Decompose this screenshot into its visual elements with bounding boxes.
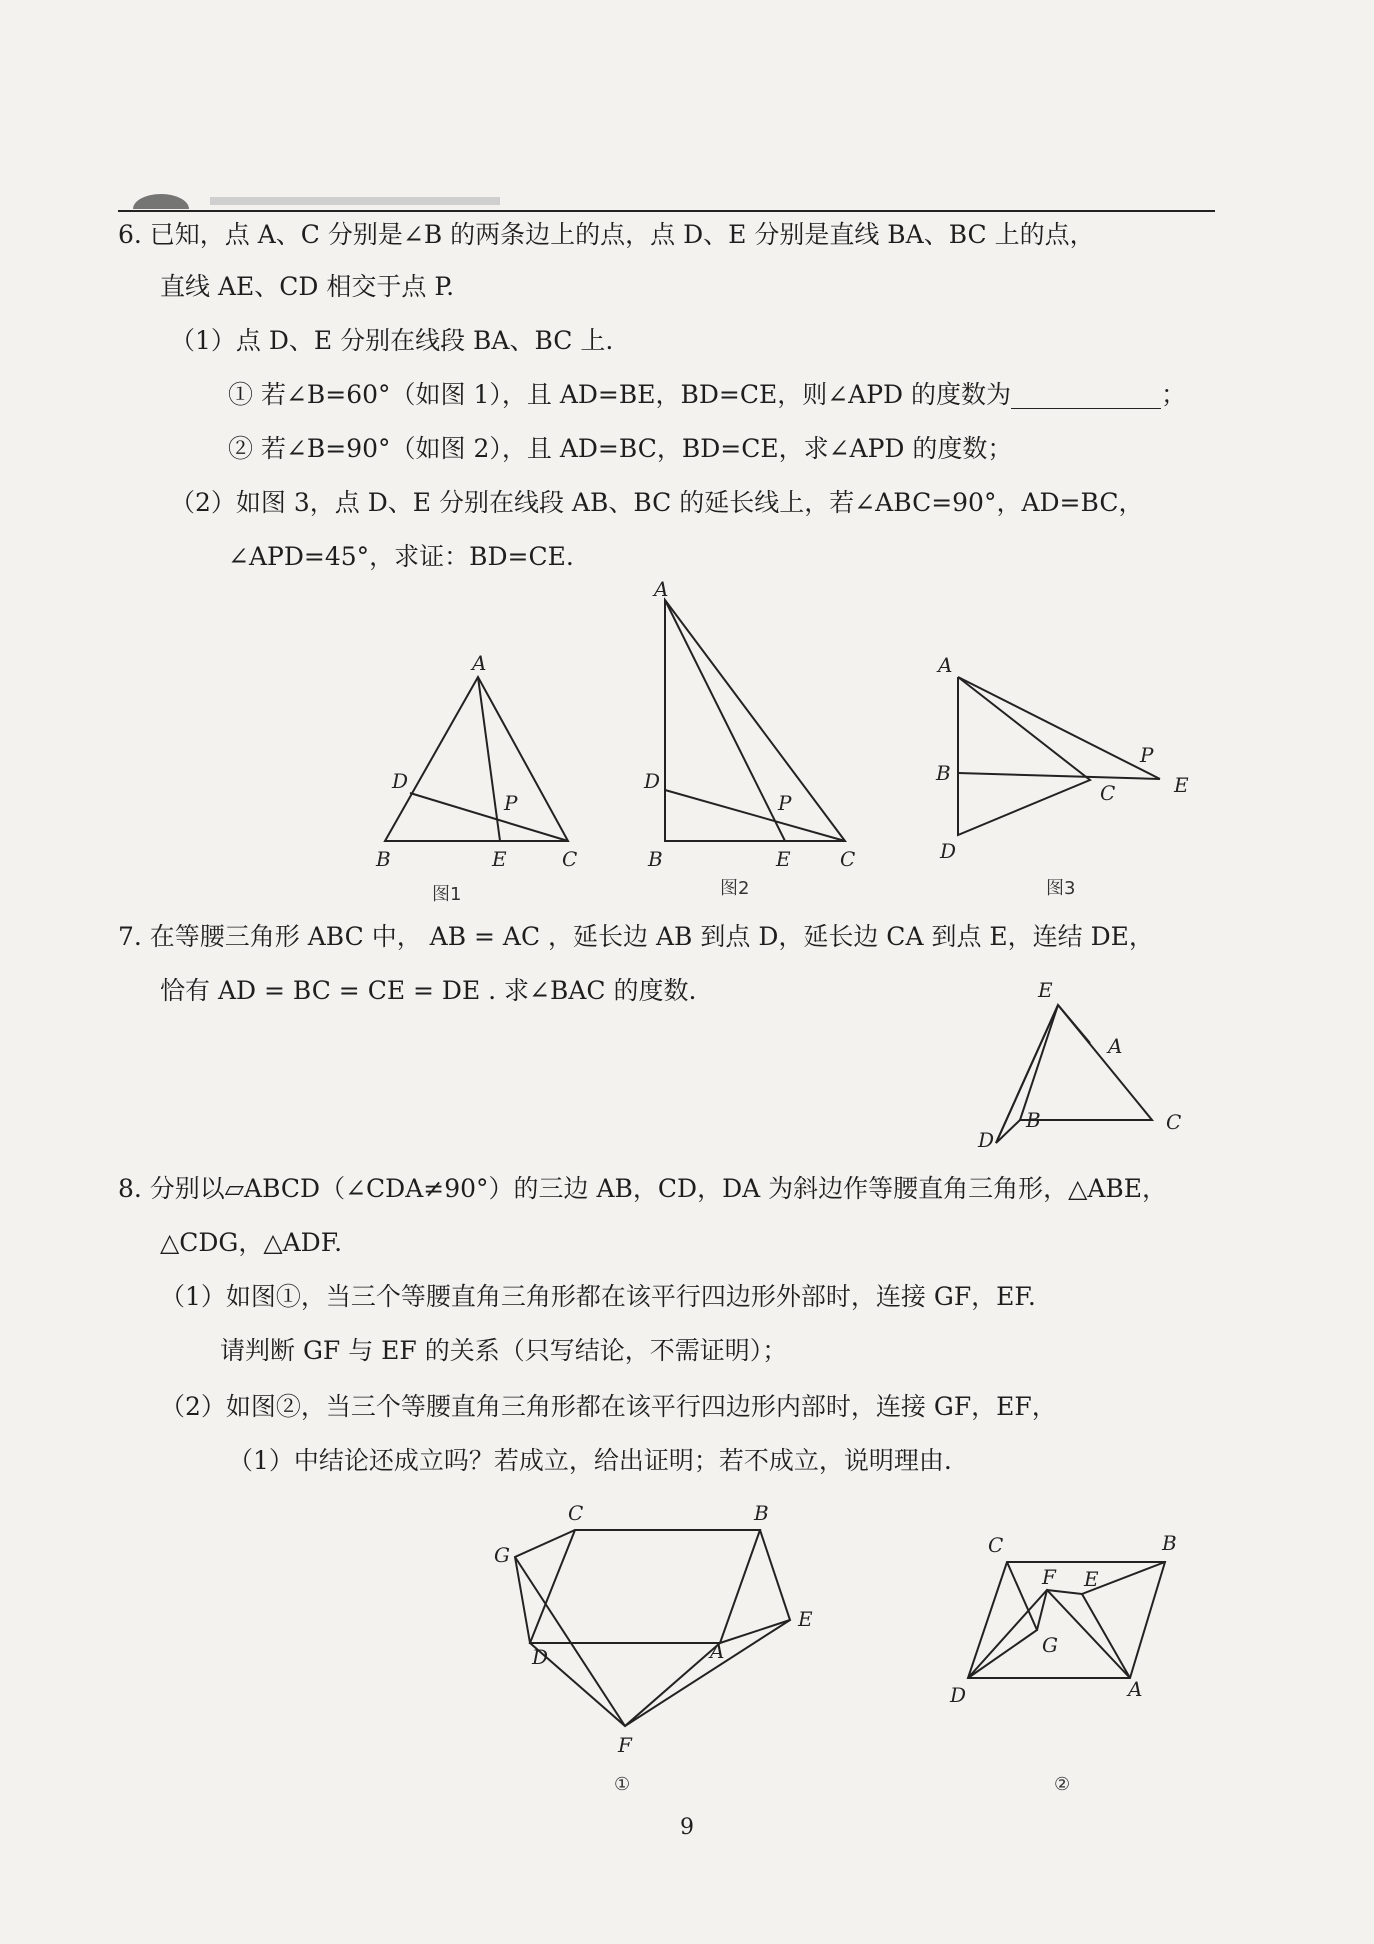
q6-figure3 xyxy=(935,653,1189,899)
q8-part1-line1: （1）如图①，当三个等腰直角三角形都在该平行四边形外部时，连接 GF，EF. xyxy=(160,1282,1036,1311)
fig1-label-b: B xyxy=(376,847,391,871)
fig1-label-g: G xyxy=(494,1543,510,1567)
q6-sub2: ② 若∠B=90°（如图 2），且 AD=BC，BD=CE，求∠APD 的度数； xyxy=(228,434,1013,463)
fig1-label-c: C xyxy=(562,847,578,871)
fig2-caption: 图2 xyxy=(720,878,750,899)
fig1-triangle-cdg xyxy=(515,1530,575,1643)
fig2-label-e: E xyxy=(1084,1567,1099,1591)
q8-part2-line2: （1）中结论还成立吗？若成立，给出证明；若不成立，说明理由. xyxy=(228,1446,952,1475)
q6-sub1: ① 若∠B=60°（如图 1），且 AD=BE，BD=CE，则∠APD 的度数为____________； xyxy=(228,380,1187,409)
fig3-label-e: E xyxy=(1174,773,1189,797)
header-rule xyxy=(118,210,1215,212)
q7-line-ea xyxy=(1058,1005,1090,1043)
q6-line1: 6. 已知，点 A、C 分别是∠B 的两条边上的点，点 D、E 分别是直线 BA、BC 上的点， xyxy=(118,220,1095,249)
q6-part1: （1）点 D、E 分别在线段 BA、BC 上. xyxy=(170,326,614,355)
fig3-label-c: C xyxy=(1100,781,1116,805)
fig2-label-e: E xyxy=(776,847,791,871)
fig1-label-a: A xyxy=(472,651,487,675)
fig1-label-c: C xyxy=(568,1501,584,1525)
q8-figure1 xyxy=(494,1501,813,1795)
q7-label-d: D xyxy=(978,1128,995,1152)
header-logo xyxy=(133,194,189,209)
fig2-line-ef xyxy=(1047,1590,1082,1594)
fig1-label-b: B xyxy=(754,1501,769,1525)
fig3-label-b: B xyxy=(936,761,951,785)
header-faint-text xyxy=(210,197,500,205)
fig2-triangle xyxy=(665,600,845,841)
fig1-label-p: P xyxy=(504,791,518,815)
q6-part2-line2: ∠APD=45°，求证：BD=CE. xyxy=(228,542,574,571)
fig2-label-d: D xyxy=(950,1683,967,1707)
fig3-caption: 图3 xyxy=(1046,878,1076,899)
q7-label-e: E xyxy=(1038,978,1053,1002)
fig1-triangle-adf xyxy=(530,1643,720,1726)
fig2-label-a: A xyxy=(1128,1677,1143,1701)
fig1-label-e: E xyxy=(798,1607,813,1631)
fig2-label-d: D xyxy=(644,769,661,793)
fig1-caption: 图1 xyxy=(432,884,462,905)
q7-line2: 恰有 AD = BC = CE = DE . 求∠BAC 的度数. xyxy=(160,976,697,1005)
fig2-label-c: C xyxy=(988,1533,1004,1557)
q8-part2-line1: （2）如图②，当三个等腰直角三角形都在该平行四边形内部时，连接 GF，EF， xyxy=(160,1392,1057,1421)
page-number: 9 xyxy=(680,1815,694,1840)
fig2-label-g: G xyxy=(1042,1633,1058,1657)
fig2-triangle-cdg xyxy=(968,1562,1037,1678)
fig3-label-a: A xyxy=(938,653,953,677)
fig1-parallelogram xyxy=(530,1530,760,1643)
fig2-label-b: B xyxy=(648,847,663,871)
fig2-parallelogram xyxy=(968,1562,1165,1678)
fig2-label-c: C xyxy=(840,847,856,871)
fig2-line-ae xyxy=(665,600,785,841)
fig3-line-be xyxy=(958,773,1160,779)
fig1-line-cd xyxy=(410,793,568,841)
q8-line2: △CDG，△ADF. xyxy=(160,1228,343,1257)
fig3-line-ae xyxy=(958,677,1160,779)
fig1-label-a: A xyxy=(710,1639,725,1663)
q6-figure1 xyxy=(375,651,577,905)
fig1-line-ef xyxy=(625,1620,790,1726)
q6-line2: 直线 AE、CD 相交于点 P. xyxy=(160,272,455,301)
fig2-label-a: A xyxy=(654,580,669,601)
fig2-label-b: B xyxy=(1162,1531,1177,1555)
fig1-triangle xyxy=(385,677,568,841)
fig2-label-p: P xyxy=(778,791,792,815)
q6-figure2 xyxy=(643,580,855,899)
fig3-label-p: P xyxy=(1140,743,1154,767)
q7-line1: 7. 在等腰三角形 ABC 中， AB = AC ，延长边 AB 到点 D，延长边 CA 到点 E，连结 DE， xyxy=(118,922,1154,951)
q8-fig1-caption: ① xyxy=(614,1774,631,1795)
q7-label-a: A xyxy=(1108,1034,1123,1058)
q8-fig2-caption: ② xyxy=(1054,1774,1071,1795)
q7-figure xyxy=(960,975,1200,1155)
q7-label-b: B xyxy=(1026,1108,1041,1132)
fig3-triangle xyxy=(958,677,1090,835)
q8-figures xyxy=(480,1490,1200,1800)
q7-triangle-abc xyxy=(1020,1005,1152,1120)
q6-part2-line1: （2）如图 3，点 D、E 分别在线段 AB、BC 的延长线上，若∠ABC=90°，AD=BC， xyxy=(170,488,1144,517)
fig1-label-e: E xyxy=(492,847,507,871)
q8-line1: 8. 分别以▱ABCD（∠CDA≠90°）的三边 AB，CD，DA 为斜边作等腰直角三角形，△ABE， xyxy=(118,1174,1168,1203)
q6-figures xyxy=(370,580,1190,910)
fig1-label-f: F xyxy=(618,1733,632,1757)
fig3-label-d: D xyxy=(940,839,957,863)
fig1-label-d: D xyxy=(532,1645,549,1669)
q8-figure2 xyxy=(949,1531,1177,1795)
fig1-label-d: D xyxy=(392,769,409,793)
q7-label-c: C xyxy=(1166,1110,1182,1134)
q8-part1-line2: 请判断 GF 与 EF 的关系（只写结论，不需证明）； xyxy=(220,1336,788,1365)
fig2-label-f: F xyxy=(1042,1565,1056,1589)
fig2-line-cd xyxy=(665,790,845,841)
